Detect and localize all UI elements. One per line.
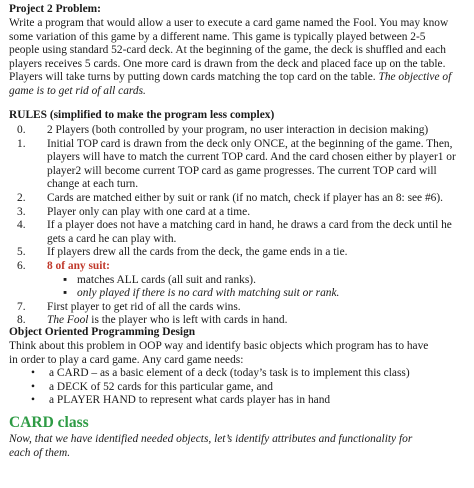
rule-text [39,124,468,138]
rule-text [39,138,468,192]
oop-bullet-item [9,394,468,408]
rule-item [9,138,468,192]
rule-number: 5. [17,246,26,259]
sub-item-text: only played if there is no card with matching suit or rank. [77,287,340,300]
oop-line: in order to play a card game. Any card game needs: [9,353,244,366]
rules-list [9,124,468,328]
rule-line: Player only can play with one card at a time. [47,205,251,218]
card-class-description [9,433,468,460]
oop-line: Think about this problem in OOP way and identify basic objects which program has to have [9,340,429,352]
rule-item [9,124,468,138]
rule-text [39,219,468,246]
square-bullet-icon: ▪ [63,273,68,286]
project-description [9,17,468,99]
rule-text: First player to get rid of all the cards wins. [47,300,241,313]
objective-text: game is to get rid of all cards. [9,84,146,97]
oop-bullet-text: a CARD – as a basic element of a deck (today’s task is to implement this class) [49,367,410,380]
rule-item-8-any-suit [9,260,468,274]
oop-bullet-text: a DECK of 52 cards for this particular game, and [49,380,273,393]
rule-line: gets a card he can play with. [47,232,177,245]
rule-line: Cards are matched either by suit or rank (if no match, check if player has an 8: see #6). [47,191,443,204]
rule-text [39,246,468,260]
bullet-icon: • [31,394,35,407]
project-title: Project 2 Problem: [9,3,101,15]
rule-line: If a player does not have a matching card in hand, he draws a card from the deck until he [47,219,452,232]
rule-text [39,206,468,220]
sub-item [9,287,468,301]
rule-line: Initial TOP card is drawn from the deck only ONCE, at the beginning of the game. Then, [47,137,453,150]
card-line: Now, that we have identified needed objects, let’s identify attributes and functionality for [9,433,413,445]
project-line-text: Players will take turns by putting down cards matching the top card on the table. [9,71,376,84]
rule-number: 4. [17,219,26,232]
rule-number: 3. [17,205,26,218]
card-line: each of them. [9,446,71,459]
rule-item [9,192,468,206]
rule-line: If players drew all the cards from the deck, the game ends in a tie. [47,246,348,259]
rule-item [9,246,468,260]
sub-item-text: matches ALL cards (all suit and ranks). [77,273,256,286]
rule-line: 2 Players (both controlled by your program, no user interaction in decision making) [47,124,429,136]
rule-label-8-any-suit: 8 of any suit: [47,259,110,272]
rule-number: 7. [17,300,26,313]
fool-term: The Fool [47,314,89,327]
rule-number: 2. [17,191,26,204]
rule-number: 6. [17,259,26,272]
oop-description [9,340,468,408]
project-line: some variation of this game by a different name. This game is typically played between 2-5 [9,30,426,43]
rule-item [9,219,468,246]
project-line: Write a program that would allow a user to execute a card game named the Fool. You may know [9,17,449,29]
rule-line: player2 will become current TOP card as game progresses. The current TOP card will [47,164,437,177]
rule-number: 1. [17,137,26,150]
sub-item [9,274,468,288]
rule-line: is the player who is left with cards in hand. [88,314,288,327]
bullet-icon: • [31,367,35,380]
rule-line: change at each turn. [47,178,139,191]
rules-title: RULES (simplified to make the program less complex) [9,109,275,121]
rule-number: 0. [17,124,26,136]
objective-text: The objective of [378,71,452,84]
oop-bullet-item [9,381,468,395]
rule-line: players will have to match the current TOP card. And the card chosen either by player1 or [47,151,456,164]
rule-item [9,301,468,315]
project-line [9,71,468,85]
oop-bullet-item [9,367,468,381]
bullet-icon: • [31,380,35,393]
rule-number: 8. [17,314,26,327]
rule-item [9,206,468,220]
card-class-title: CARD class [9,414,89,431]
square-bullet-icon: ▪ [63,287,68,300]
project-line: people using standard 52-card deck. At the beginning of the game, the deck is shuffled and each [9,44,446,57]
oop-title: Object Oriented Programming Design [9,326,196,338]
oop-bullet-text: a PLAYER HAND to represent what cards player has in hand [49,394,331,407]
rule-text [39,192,468,206]
project-line: players receives 5 cards. One more card is drawn from the deck and placed face up on the table. [9,57,446,70]
